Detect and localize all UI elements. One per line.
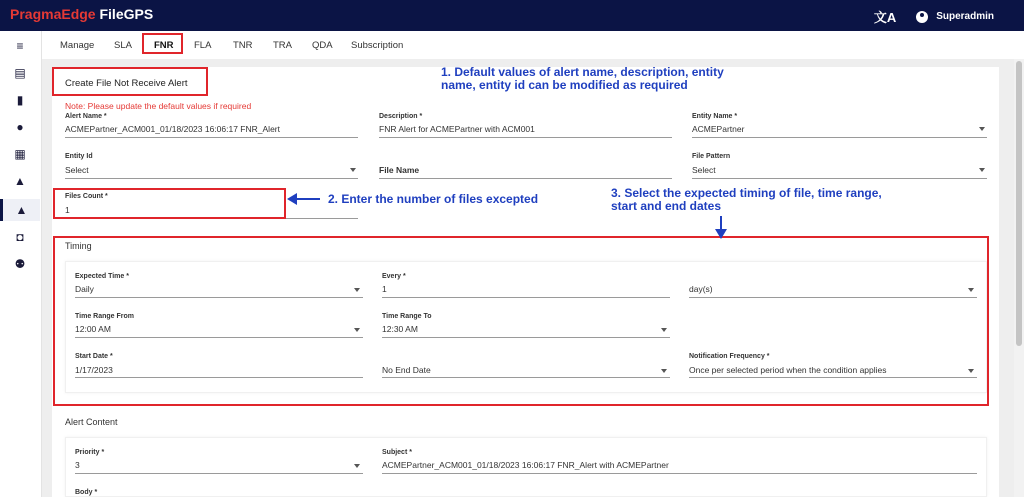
- annotation-3-line-2: start and end dates: [611, 199, 722, 213]
- description-label: Description *: [379, 113, 423, 120]
- expected-time-select[interactable]: Daily: [75, 284, 94, 294]
- people-icon[interactable]: ⚉: [14, 257, 26, 271]
- entity-name-underline: [692, 137, 987, 138]
- entity-id-label: Entity Id: [65, 153, 93, 160]
- nav-tabs: [42, 31, 1024, 59]
- subject-label: Subject *: [382, 449, 412, 456]
- tab-manage[interactable]: Manage: [60, 40, 95, 51]
- timing-highlight-box: [53, 236, 989, 406]
- tab-tnr[interactable]: TNR: [233, 40, 253, 51]
- timing-title: Timing: [65, 241, 92, 251]
- time-range-from-label: Time Range From: [75, 313, 134, 320]
- chevron-down-icon[interactable]: [350, 168, 356, 172]
- start-date-input[interactable]: 1/17/2023: [75, 365, 113, 375]
- arrow-left-shaft: [296, 198, 320, 200]
- start-date-label: Start Date *: [75, 353, 113, 360]
- files-icon[interactable]: ▤: [14, 66, 26, 80]
- notification-frequency-label: Notification Frequency *: [689, 353, 770, 360]
- entity-name-label: Entity Name *: [692, 113, 738, 120]
- user-name[interactable]: Superadmin: [936, 11, 994, 22]
- chevron-down-icon[interactable]: [979, 168, 985, 172]
- expected-time-label: Expected Time *: [75, 273, 129, 280]
- description-underline: [379, 137, 672, 138]
- logo-product: FileGPS: [95, 6, 154, 22]
- scrollbar-thumb[interactable]: [1016, 61, 1022, 346]
- title-highlight-box: [52, 67, 208, 96]
- notification-frequency-select[interactable]: Once per selected period when the condition applies: [689, 365, 887, 375]
- tab-qda[interactable]: QDA: [312, 40, 333, 51]
- file-name-input[interactable]: File Name: [379, 165, 420, 175]
- annotation-3-line-1: 3. Select the expected timing of file, time range,: [611, 186, 882, 200]
- logo-brand: PragmaEdge: [10, 6, 96, 22]
- app-logo: [10, 6, 153, 22]
- file-pattern-label: File Pattern: [692, 153, 731, 160]
- account-circle-icon[interactable]: [916, 11, 928, 23]
- body-label: Body *: [75, 489, 98, 496]
- tab-fla[interactable]: FLA: [194, 40, 212, 51]
- end-date-select[interactable]: No End Date: [382, 365, 431, 375]
- file-pattern-select[interactable]: Select: [692, 165, 716, 175]
- arrow-down-icon: [715, 229, 727, 239]
- arrow-down-shaft: [720, 216, 722, 230]
- entity-id-select[interactable]: Select: [65, 165, 89, 175]
- account-icon[interactable]: ●: [16, 120, 24, 134]
- alert-content-title: Alert Content: [65, 417, 118, 427]
- alert-name-label: Alert Name *: [65, 113, 107, 120]
- files-count-label: Files Count *: [65, 193, 108, 200]
- tab-sla[interactable]: SLA: [114, 40, 132, 51]
- top-right-actions: [874, 7, 994, 26]
- file-pattern-underline: [692, 178, 987, 179]
- priority-label: Priority *: [75, 449, 105, 456]
- entity-name-select[interactable]: ACMEPartner: [692, 124, 745, 134]
- vertical-scrollbar[interactable]: [1014, 59, 1024, 497]
- files-count-highlight-box: [53, 188, 286, 219]
- settings-box-icon[interactable]: ◘: [16, 230, 24, 244]
- time-range-to-select[interactable]: 12:30 AM: [382, 324, 418, 334]
- alert-bell-icon[interactable]: ▲: [14, 174, 26, 188]
- tab-tra[interactable]: TRA: [273, 40, 292, 51]
- top-app-bar: [0, 0, 1024, 31]
- annotation-1: [441, 66, 724, 92]
- chevron-down-icon[interactable]: [354, 464, 360, 468]
- description-input[interactable]: FNR Alert for ACMEPartner with ACM001: [379, 124, 535, 134]
- annotation-1-line-1: 1. Default values of alert name, description, entity: [441, 65, 724, 79]
- priority-underline: [75, 473, 363, 474]
- alert-bell-active-icon[interactable]: ▲: [0, 199, 40, 221]
- fnr-tab-highlight: [142, 33, 183, 54]
- entity-id-underline: [65, 178, 358, 179]
- sidebar: [0, 31, 42, 497]
- subject-underline: [382, 473, 977, 474]
- files-count-input[interactable]: 1: [65, 205, 70, 215]
- subject-input[interactable]: ACMEPartner_ACM001_01/18/2023 16:06:17 FNR_Alert with ACMEPartner: [382, 460, 669, 470]
- alert-name-input[interactable]: ACMEPartner_ACM001_01/18/2023 16:06:17 FNR_Alert: [65, 124, 280, 134]
- time-range-from-select[interactable]: 12:00 AM: [75, 324, 111, 334]
- every-unit-select[interactable]: day(s): [689, 284, 713, 294]
- time-range-to-label: Time Range To: [382, 313, 432, 320]
- form-title: Create File Not Receive Alert: [65, 78, 188, 89]
- menu-icon[interactable]: ≡: [16, 39, 24, 53]
- annotation-3: [611, 187, 882, 213]
- form-note: Note: Please update the default values if required: [65, 101, 252, 111]
- bar-chart-icon[interactable]: ▮: [16, 93, 24, 107]
- every-label: Every *: [382, 273, 406, 280]
- chevron-down-icon[interactable]: [979, 127, 985, 131]
- tab-subscription[interactable]: Subscription: [351, 40, 404, 51]
- tab-fnr[interactable]: FNR: [154, 40, 174, 51]
- alert-name-underline: [65, 137, 358, 138]
- document-icon[interactable]: ▦: [14, 147, 26, 161]
- file-name-underline: [379, 178, 672, 179]
- translate-icon[interactable]: 文A: [873, 10, 897, 25]
- annotation-2: 2. Enter the number of files excepted: [328, 192, 539, 206]
- annotation-1-line-2: name, entity id can be modified as required: [441, 78, 688, 92]
- every-input[interactable]: 1: [382, 284, 387, 294]
- priority-select[interactable]: 3: [75, 460, 80, 470]
